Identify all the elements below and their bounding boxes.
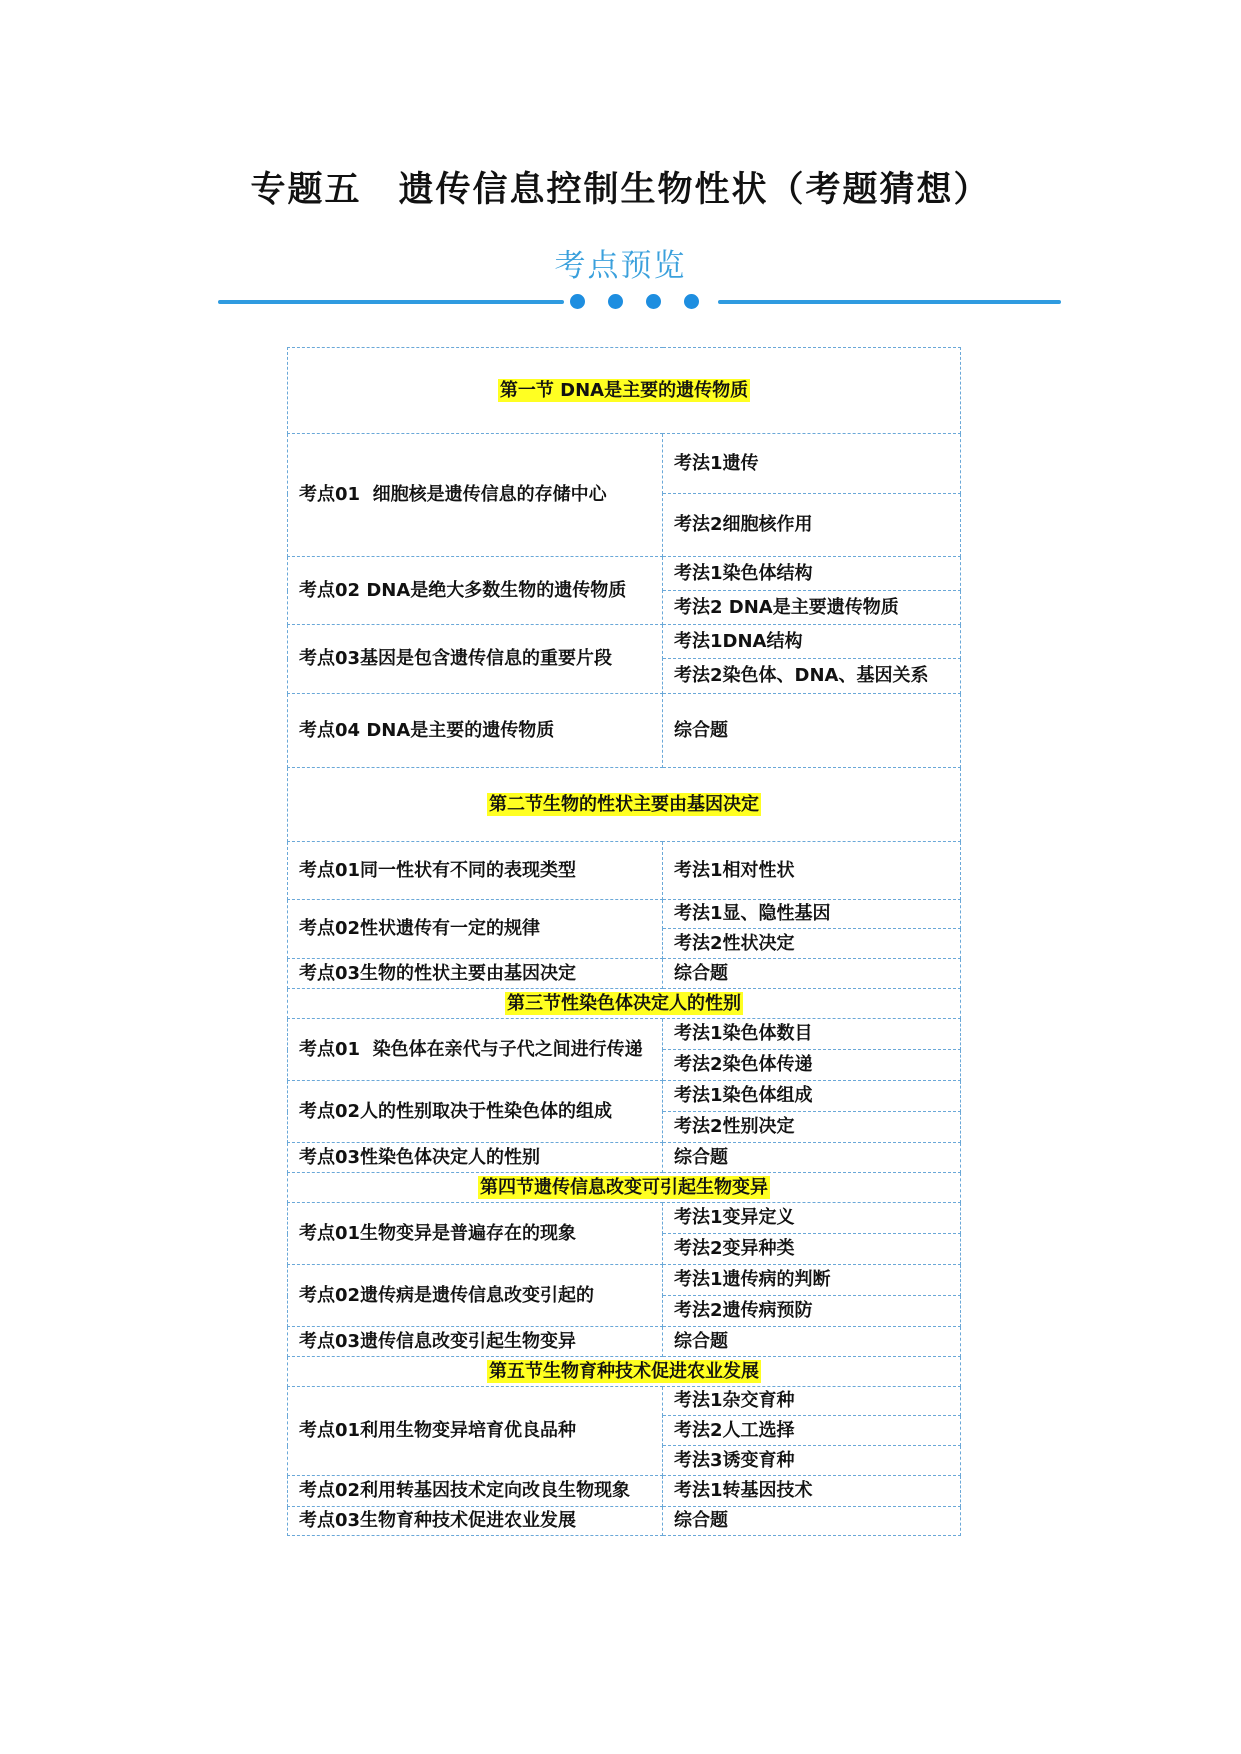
exam-method: 考法1相对性状 (663, 842, 961, 900)
exam-point-label: 考点01同一性状有不同的表现类型 (288, 842, 663, 900)
exam-method: 考法2人工选择 (663, 1416, 961, 1446)
point-row (288, 1143, 961, 1173)
exam-method: 考法2细胞核作用 (663, 494, 961, 557)
preview-heading: 考点预览 (554, 248, 687, 284)
page-title: 专题五 遗传信息控制生物性状（考题猜想） (250, 170, 991, 210)
point-row (288, 1327, 961, 1357)
point-row (288, 959, 961, 989)
exam-point-label: 考点03性染色体决定人的性别 (288, 1143, 663, 1173)
section-row (288, 989, 961, 1019)
point-row (288, 1081, 961, 1112)
exam-method: 考法1遗传 (663, 434, 961, 494)
exam-point-label: 考点04 DNA是主要的遗传物质 (288, 694, 663, 768)
point-row (288, 625, 961, 659)
section-heading: 第五节生物育种技术促进农业发展 (489, 1360, 759, 1382)
section-row (288, 768, 961, 842)
exam-point-label: 考点02人的性别取决于性染色体的组成 (288, 1081, 663, 1143)
exam-point-label: 考点03遗传信息改变引起生物变异 (288, 1327, 663, 1357)
divider-line-left (218, 300, 564, 304)
exam-method: 考法2染色体传递 (663, 1050, 961, 1081)
section-heading-cell (288, 989, 961, 1019)
section-heading-cell (288, 768, 961, 842)
exam-point-label: 考点02利用转基因技术定向改良生物现象 (288, 1476, 663, 1507)
section-row (288, 1173, 961, 1203)
exam-method: 综合题 (663, 1143, 961, 1173)
exam-method: 考法1染色体结构 (663, 557, 961, 591)
exam-method: 考法2遗传病预防 (663, 1296, 961, 1327)
exam-method: 考法3诱变育种 (663, 1446, 961, 1476)
section-heading-cell (288, 1173, 961, 1203)
point-row (288, 1476, 961, 1507)
exam-method: 考法2 DNA是主要遗传物质 (663, 591, 961, 625)
point-row (288, 694, 961, 768)
exam-method: 考法1DNA结构 (663, 625, 961, 659)
section-row (288, 1357, 961, 1387)
point-row (288, 434, 961, 494)
exam-point-label: 考点03生物的性状主要由基因决定 (288, 959, 663, 989)
exam-method: 考法1显、隐性基因 (663, 900, 961, 929)
section-heading: 第一节 DNA是主要的遗传物质 (499, 379, 749, 401)
exam-method: 综合题 (663, 1327, 961, 1357)
exam-method: 考法1杂交育种 (663, 1387, 961, 1416)
exam-method: 考法2性别决定 (663, 1112, 961, 1143)
exam-point-label: 考点01利用生物变异培育优良品种 (288, 1387, 663, 1476)
divider-dot (646, 294, 661, 309)
exam-method: 考法1转基因技术 (663, 1476, 961, 1507)
exam-method: 考法2变异种类 (663, 1234, 961, 1265)
section-heading: 第三节性染色体决定人的性别 (507, 992, 741, 1014)
exam-point-label: 考点02 DNA是绝大多数生物的遗传物质 (288, 557, 663, 625)
exam-point-label: 考点02遗传病是遗传信息改变引起的 (288, 1265, 663, 1327)
exam-method: 综合题 (663, 959, 961, 989)
point-row (288, 557, 961, 591)
exam-point-label: 考点01 细胞核是遗传信息的存储中心 (288, 434, 663, 557)
exam-method: 考法2性状决定 (663, 929, 961, 959)
exam-method: 考法1变异定义 (663, 1203, 961, 1234)
divider-dot (608, 294, 623, 309)
exam-method: 考法1染色体组成 (663, 1081, 961, 1112)
section-heading: 第四节遗传信息改变可引起生物变异 (480, 1176, 768, 1198)
exam-point-label: 考点03基因是包含遗传信息的重要片段 (288, 625, 663, 694)
point-row (288, 842, 961, 900)
point-row (288, 1507, 961, 1536)
exam-point-label: 考点01 染色体在亲代与子代之间进行传递 (288, 1019, 663, 1081)
point-row (288, 1265, 961, 1296)
point-row (288, 1019, 961, 1050)
exam-point-label: 考点01生物变异是普遍存在的现象 (288, 1203, 663, 1265)
section-heading: 第二节生物的性状主要由基因决定 (489, 793, 759, 815)
divider-line-right (718, 300, 1061, 304)
exam-method: 考法1遗传病的判断 (663, 1265, 961, 1296)
exam-point-label: 考点03生物育种技术促进农业发展 (288, 1507, 663, 1536)
point-row (288, 1387, 961, 1416)
exam-method: 考法1染色体数目 (663, 1019, 961, 1050)
point-row (288, 900, 961, 929)
outline-table (287, 347, 961, 1536)
divider-dot (684, 294, 699, 309)
exam-point-label: 考点02性状遗传有一定的规律 (288, 900, 663, 959)
exam-method: 综合题 (663, 694, 961, 768)
section-heading-cell (288, 348, 961, 434)
exam-method: 考法2染色体、DNA、基因关系 (663, 659, 961, 694)
section-row (288, 348, 961, 434)
point-row (288, 1203, 961, 1234)
divider-dot (570, 294, 585, 309)
exam-method: 综合题 (663, 1507, 961, 1536)
section-heading-cell (288, 1357, 961, 1387)
